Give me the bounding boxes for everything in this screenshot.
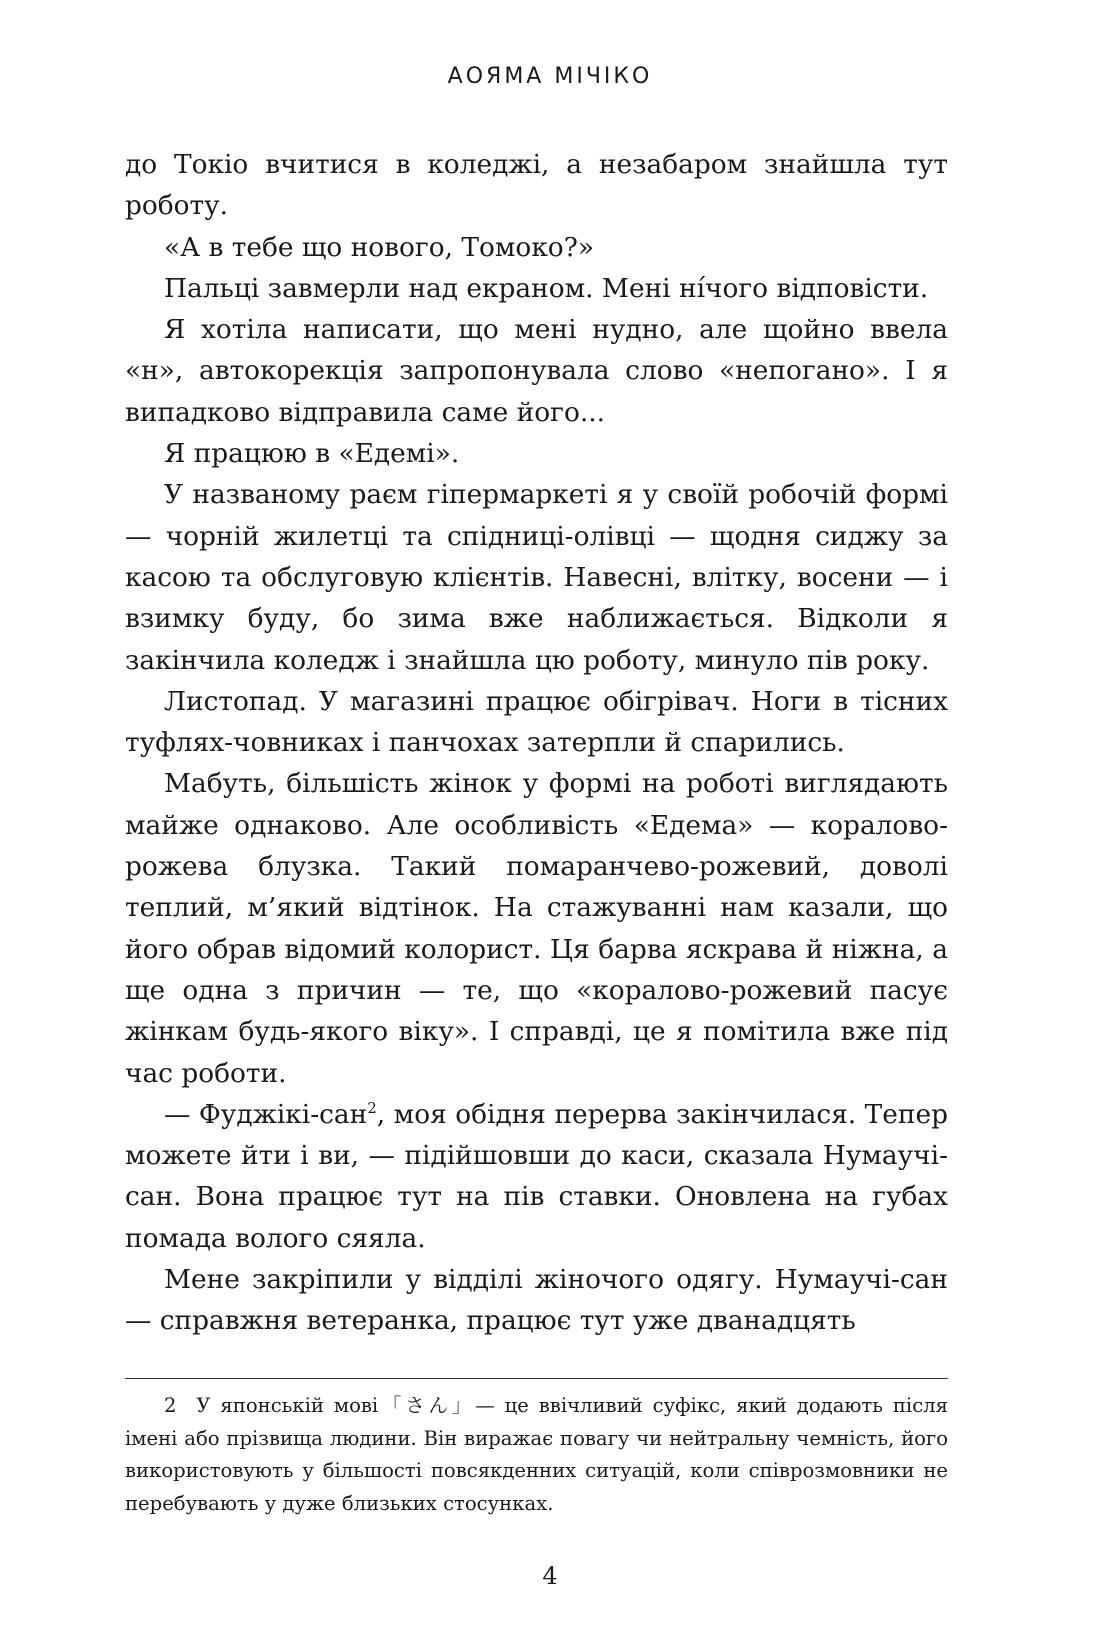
body-text — [125, 144, 948, 1342]
dialogue-start: — Фуджікі-сан — [164, 1098, 368, 1130]
footnote-divider — [125, 1378, 948, 1379]
paragraph: Листопад. У магазині працює обігрівач. Ноги в тісних туфлях-човниках і панчохах затерпли й спарились. — [125, 685, 948, 759]
paragraph-continuation: до Токіо вчитися в коледжі, а незабаром знайшла тут роботу. — [125, 149, 948, 222]
paragraph: Мабуть, більшість жінок у формі на роботі виглядають майже однаково. Але особливість «Едема» — коралово-рожева блузка. Такий помаранчево-рожевий, доволі теплий, м’який відтінок. На стажуванні нам казали, що його обрав відомий колорист. Ця барва яскрава й ніжна, а ще одна з причин — те, що «коралово-рожевий пасує жінкам будь-якого віку». І справді, це я помітила вже під час роботи. — [125, 768, 948, 1089]
footnote — [125, 1390, 948, 1520]
running-head: АОЯМА МІЧІКО — [447, 64, 653, 89]
footnote-reference[interactable]: 2 — [367, 1099, 377, 1118]
page-number: 4 — [542, 1562, 558, 1590]
footnote-number: 2 — [164, 1394, 177, 1417]
paragraph: Пальці завмерли над екраном. Мені нíчого відповісти. — [164, 272, 929, 304]
footnote-text: У японській мові「さん」— це ввічливий суфікс, який додають після імені або прізвища людини. Він виражає повагу чи нейтральну чемність, його використовують у більшості повсякденних ситуацій, коли співрозмовники не перебувають у дуже близьких стосунках. — [125, 1394, 948, 1515]
paragraph: «А в тебе що нового, Томоко?» — [164, 231, 594, 263]
paragraph: У названому раєм гіпермаркеті я у своїй робочій формі — чорній жилетці та спідниці-олівці — щодня сиджу за касою та обслуговую клієнтів. Навесні, влітку, восени — і взимку буду, бо зима вже наближається. Відколи я закінчила коледж і знайшла цю роботу, минуло пів року. — [125, 479, 948, 676]
footnote-paragraph — [125, 1390, 948, 1520]
paragraph: Я працюю в «Едемі». — [164, 438, 460, 470]
dialogue-rest: , моя обідня перерва закінчилася. Тепер можете йти і ви, — підійшовши до каси, сказала Нумаучі-сан. Вона працює тут на пів ставки. Оновлена на губах помада волого сяяла. — [125, 1098, 948, 1254]
dialogue-paragraph — [125, 1094, 948, 1259]
paragraph: Я хотіла написати, що мені нудно, але щойно ввела «н», автокорекція запропонувала слово «непогано». І я випадково відправила саме його... — [125, 314, 948, 428]
paragraph-last: Мене закріпили у відділі жіночого одягу. Нумаучі-сан — справжня ветеранка, працює тут уже дванадцять — [125, 1264, 948, 1337]
